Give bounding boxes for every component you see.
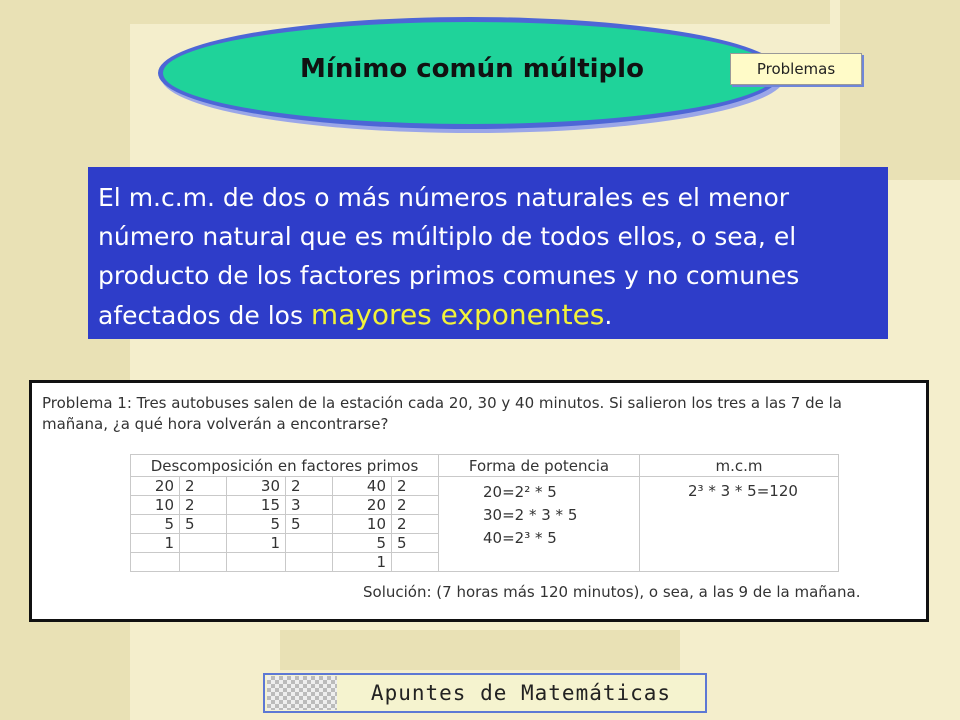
table-cell xyxy=(180,553,227,572)
table-cell: 1 xyxy=(131,534,180,553)
table-cell xyxy=(131,553,180,572)
footer-banner xyxy=(263,673,707,713)
page-title: Mínimo común múltiplo xyxy=(300,54,644,84)
table-cell: 3 xyxy=(286,496,333,515)
table-cell: 5 xyxy=(180,515,227,534)
solution-text: Solución: (7 horas más 120 minutos), o sea, a las 9 de la mañana. xyxy=(363,583,861,601)
table-cell: 20 xyxy=(333,496,392,515)
power-form-line: 40=2³ * 5 xyxy=(483,529,557,547)
table-cell: 5 xyxy=(227,515,286,534)
table-cell: 20 xyxy=(131,477,180,496)
table-header: Forma de potencia xyxy=(439,455,640,477)
table-cell xyxy=(392,553,439,572)
table-row xyxy=(131,477,839,496)
table-cell: 5 xyxy=(131,515,180,534)
background-shape xyxy=(840,0,960,180)
table-cell xyxy=(180,534,227,553)
power-form-line: 20=2² * 5 xyxy=(483,483,557,501)
table-header-row xyxy=(131,455,839,477)
table-header: m.c.m xyxy=(640,455,839,477)
table-cell: 2 xyxy=(180,477,227,496)
table-header: Descomposición en factores primos xyxy=(131,455,439,477)
problems-button[interactable]: Problemas xyxy=(730,53,862,85)
table-cell: 5 xyxy=(286,515,333,534)
checker-pattern-icon xyxy=(267,676,337,710)
table-cell: 2 xyxy=(392,515,439,534)
table-cell xyxy=(286,553,333,572)
table-cell xyxy=(227,553,286,572)
table-cell: 10 xyxy=(333,515,392,534)
table-cell: 2 xyxy=(392,496,439,515)
table-cell: 5 xyxy=(333,534,392,553)
table-cell: 5 xyxy=(392,534,439,553)
table-cell: 40 xyxy=(333,477,392,496)
table-cell: 1 xyxy=(333,553,392,572)
problem-panel xyxy=(29,380,929,622)
table-cell: 2 xyxy=(286,477,333,496)
power-form-cell xyxy=(439,477,640,572)
table-cell: 2 xyxy=(392,477,439,496)
definition-box xyxy=(88,167,888,339)
table-cell: 1 xyxy=(227,534,286,553)
table-cell: 10 xyxy=(131,496,180,515)
table-cell: 15 xyxy=(227,496,286,515)
table-cell xyxy=(286,534,333,553)
mcm-cell: 2³ * 3 * 5=120 xyxy=(640,477,839,572)
background-shape xyxy=(280,630,680,670)
definition-end: . xyxy=(604,301,613,330)
definition-highlight: mayores exponentes xyxy=(310,298,605,331)
problem-statement: Problema 1: Tres autobuses salen de la estación cada 20, 30 y 40 minutos. Si salieron los tres a las 7 de la mañana, ¿a qué hora volverán a encontrarse? xyxy=(42,394,842,433)
factor-table xyxy=(130,454,839,572)
power-form-line: 30=2 * 3 * 5 xyxy=(483,506,578,524)
definition-text: El m.c.m. de dos o más números naturales es el menor número natural que es múltiplo de todos ellos, o sea, el producto de los factores primos comunes y no comunes afectados de los xyxy=(98,183,800,330)
table-cell: 2 xyxy=(180,496,227,515)
footer-title: Apuntes de Matemáticas xyxy=(370,681,672,705)
table-cell: 30 xyxy=(227,477,286,496)
